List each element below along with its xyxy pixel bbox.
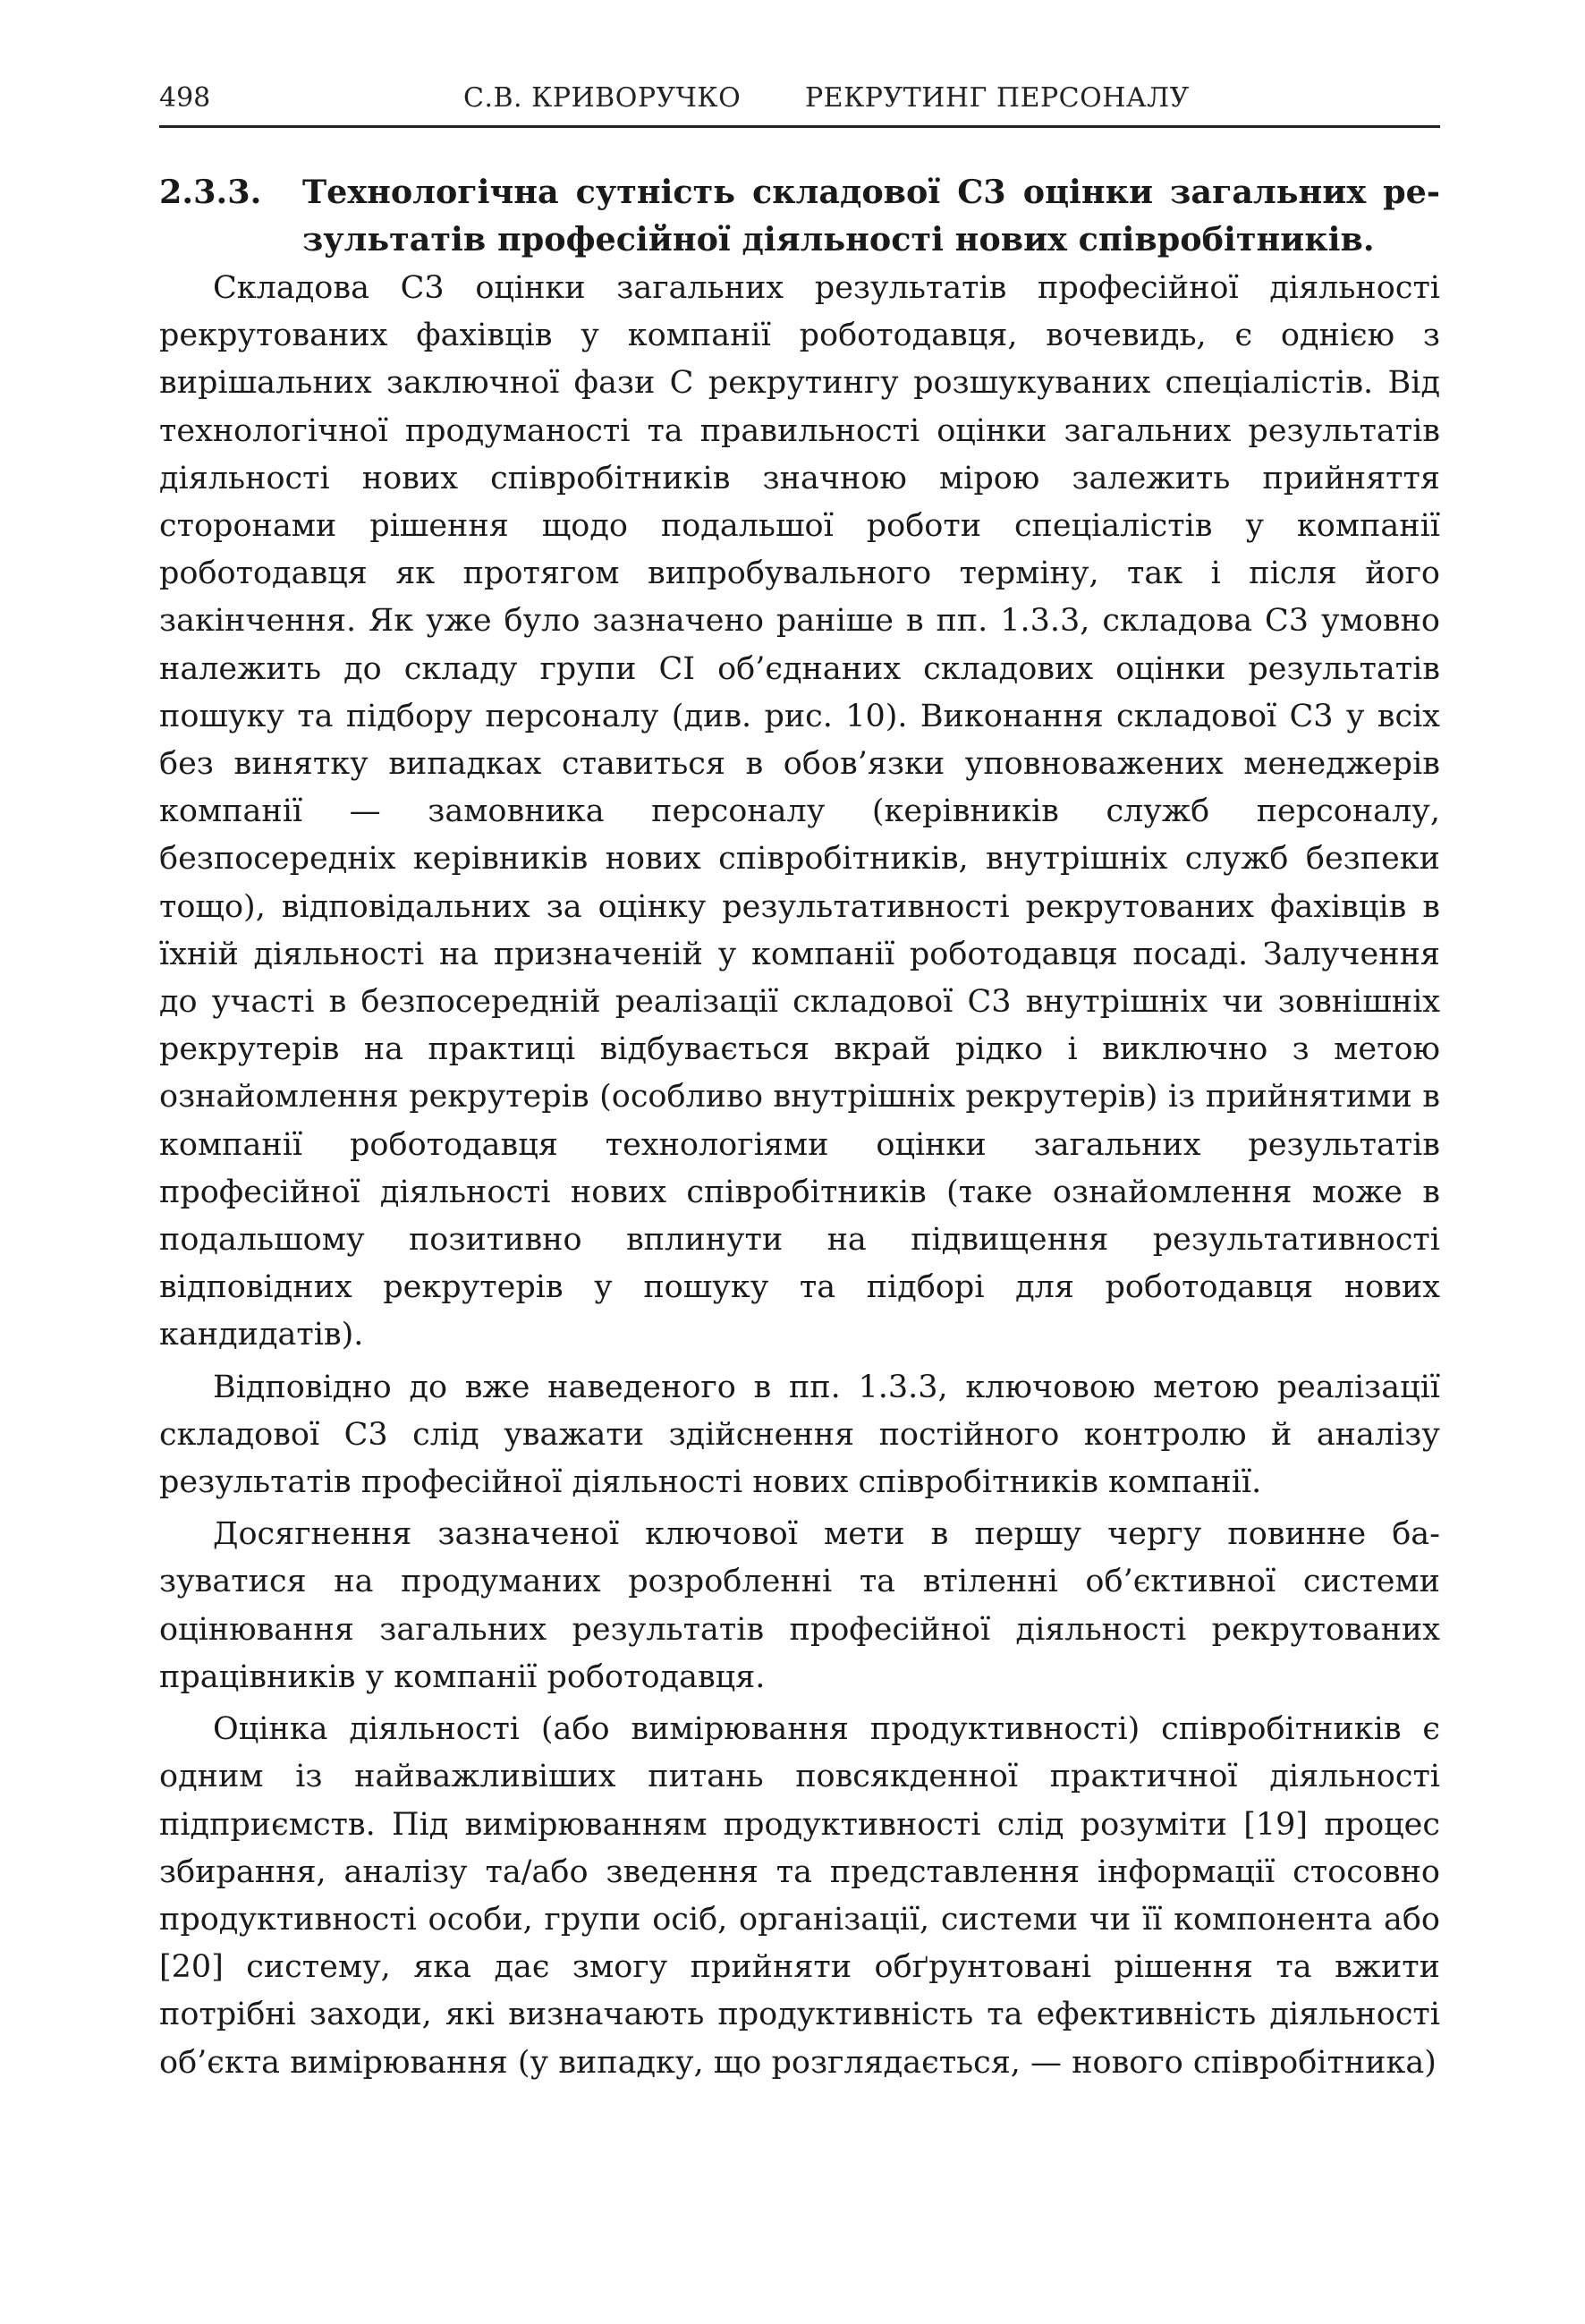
- paragraph: Оцінка діяльності (або вимірювання продуктивності) співробітників є одним із найважливіших питань повсякденної практичної діяльності підприємств. Під вимірюванням продуктивності слід розуміти [19] процес збирання, аналізу та/або зведення та представлення інформації стосовно продуктивності особи, групи осіб, організації, системи чи її компонента або [20] систему, яка дає змогу прийняти обґрунтовані рішення та вжити потрібні заходи, які визначають продуктивність та ефективність діяльності об’єкта вимірювання (у випадку, що розглядається, — нового співробітника): [159, 1711, 1440, 2081]
- section-number: 2.3.3.: [159, 173, 262, 211]
- running-head-author: С.В. КРИВОРУЧКО: [463, 82, 742, 114]
- section-title: Технологічна сутність складової С3 оцінки загальних результатів професійної діяльності нових співробітників.: [302, 173, 1440, 259]
- paragraph: Складова С3 оцінки загальних результатів професійної діяльності рекрутованих фахівців у компанії роботодавця, вочевидь, є однією з вирішальних заключної фази С рекрутингу розшукуваних спеціалістів. Від технологічної продуманості та правильності оцінки загальних результатів діяльності нових співробітників значною мірою залежить прийняття сторонами рішення щодо подальшої роботи спеціалістів у компанії роботодавця як протягом випробувального терміну, так і після його закінчення. Як уже було зазначено раніше в пп. 1.3.3, складова С3 умовно належить до складу групи СІ об’єднаних складових оцінки результатів пошуку та підбору персоналу (див. рис. 10). Виконання складової С3 у всіх без винятку випадках ставиться в обов’язки уповноважених менеджерів компанії — замовника персоналу (керівників служб персоналу, безпосередніх керівників нових співробітників, внутрішніх служб безпеки тощо), відповідальних за оцінку результативності рекрутованих фахівців в їхній діяльності на призначеній у компанії роботодавця посаді. Залучення до участі в безпосередній реалізації складової С3 внутрішніх чи зовнішніх рекрутерів на практиці відбувається вкрай рідко і виключно з метою ознайомлення рекрутерів (особливо внутрішніх рекрутерів) із прийнятими в компанії роботодавця технологіями оцінки загальних результатів професійної діяльності нових співробітників (таке ознайомлення може в подальшому позитивно вплинути на підвищення результативності відповідних рекрутерів у пошуку та підборі для роботодавця нових кандидатів).: [159, 270, 1440, 1353]
- running-head: [159, 82, 1440, 127]
- book-page: [159, 0, 1440, 2324]
- header-rule: [159, 125, 1440, 128]
- body-text: [159, 265, 1440, 2087]
- running-head-book-title: РЕКРУТИНГ ПЕРСОНАЛУ: [805, 82, 1190, 114]
- paragraph: Відповідно до вже наведеного в пп. 1.3.3, ключовою метою реалізації складової С3 слід уважати здійснення постійного контролю й аналізу результатів професійної діяльності нових співробітників компанії.: [159, 1369, 1440, 1501]
- paragraph: Досягнення зазначеної ключової мети в першу чергу повинне базуватися на продуманих розробленні та втіленні об’єктивної системи оцінювання загальних результатів професійної діяльності рекрутованих працівників у компанії роботодавця.: [159, 1516, 1440, 1695]
- section-heading: [159, 168, 1440, 263]
- page-number: 498: [159, 82, 211, 114]
